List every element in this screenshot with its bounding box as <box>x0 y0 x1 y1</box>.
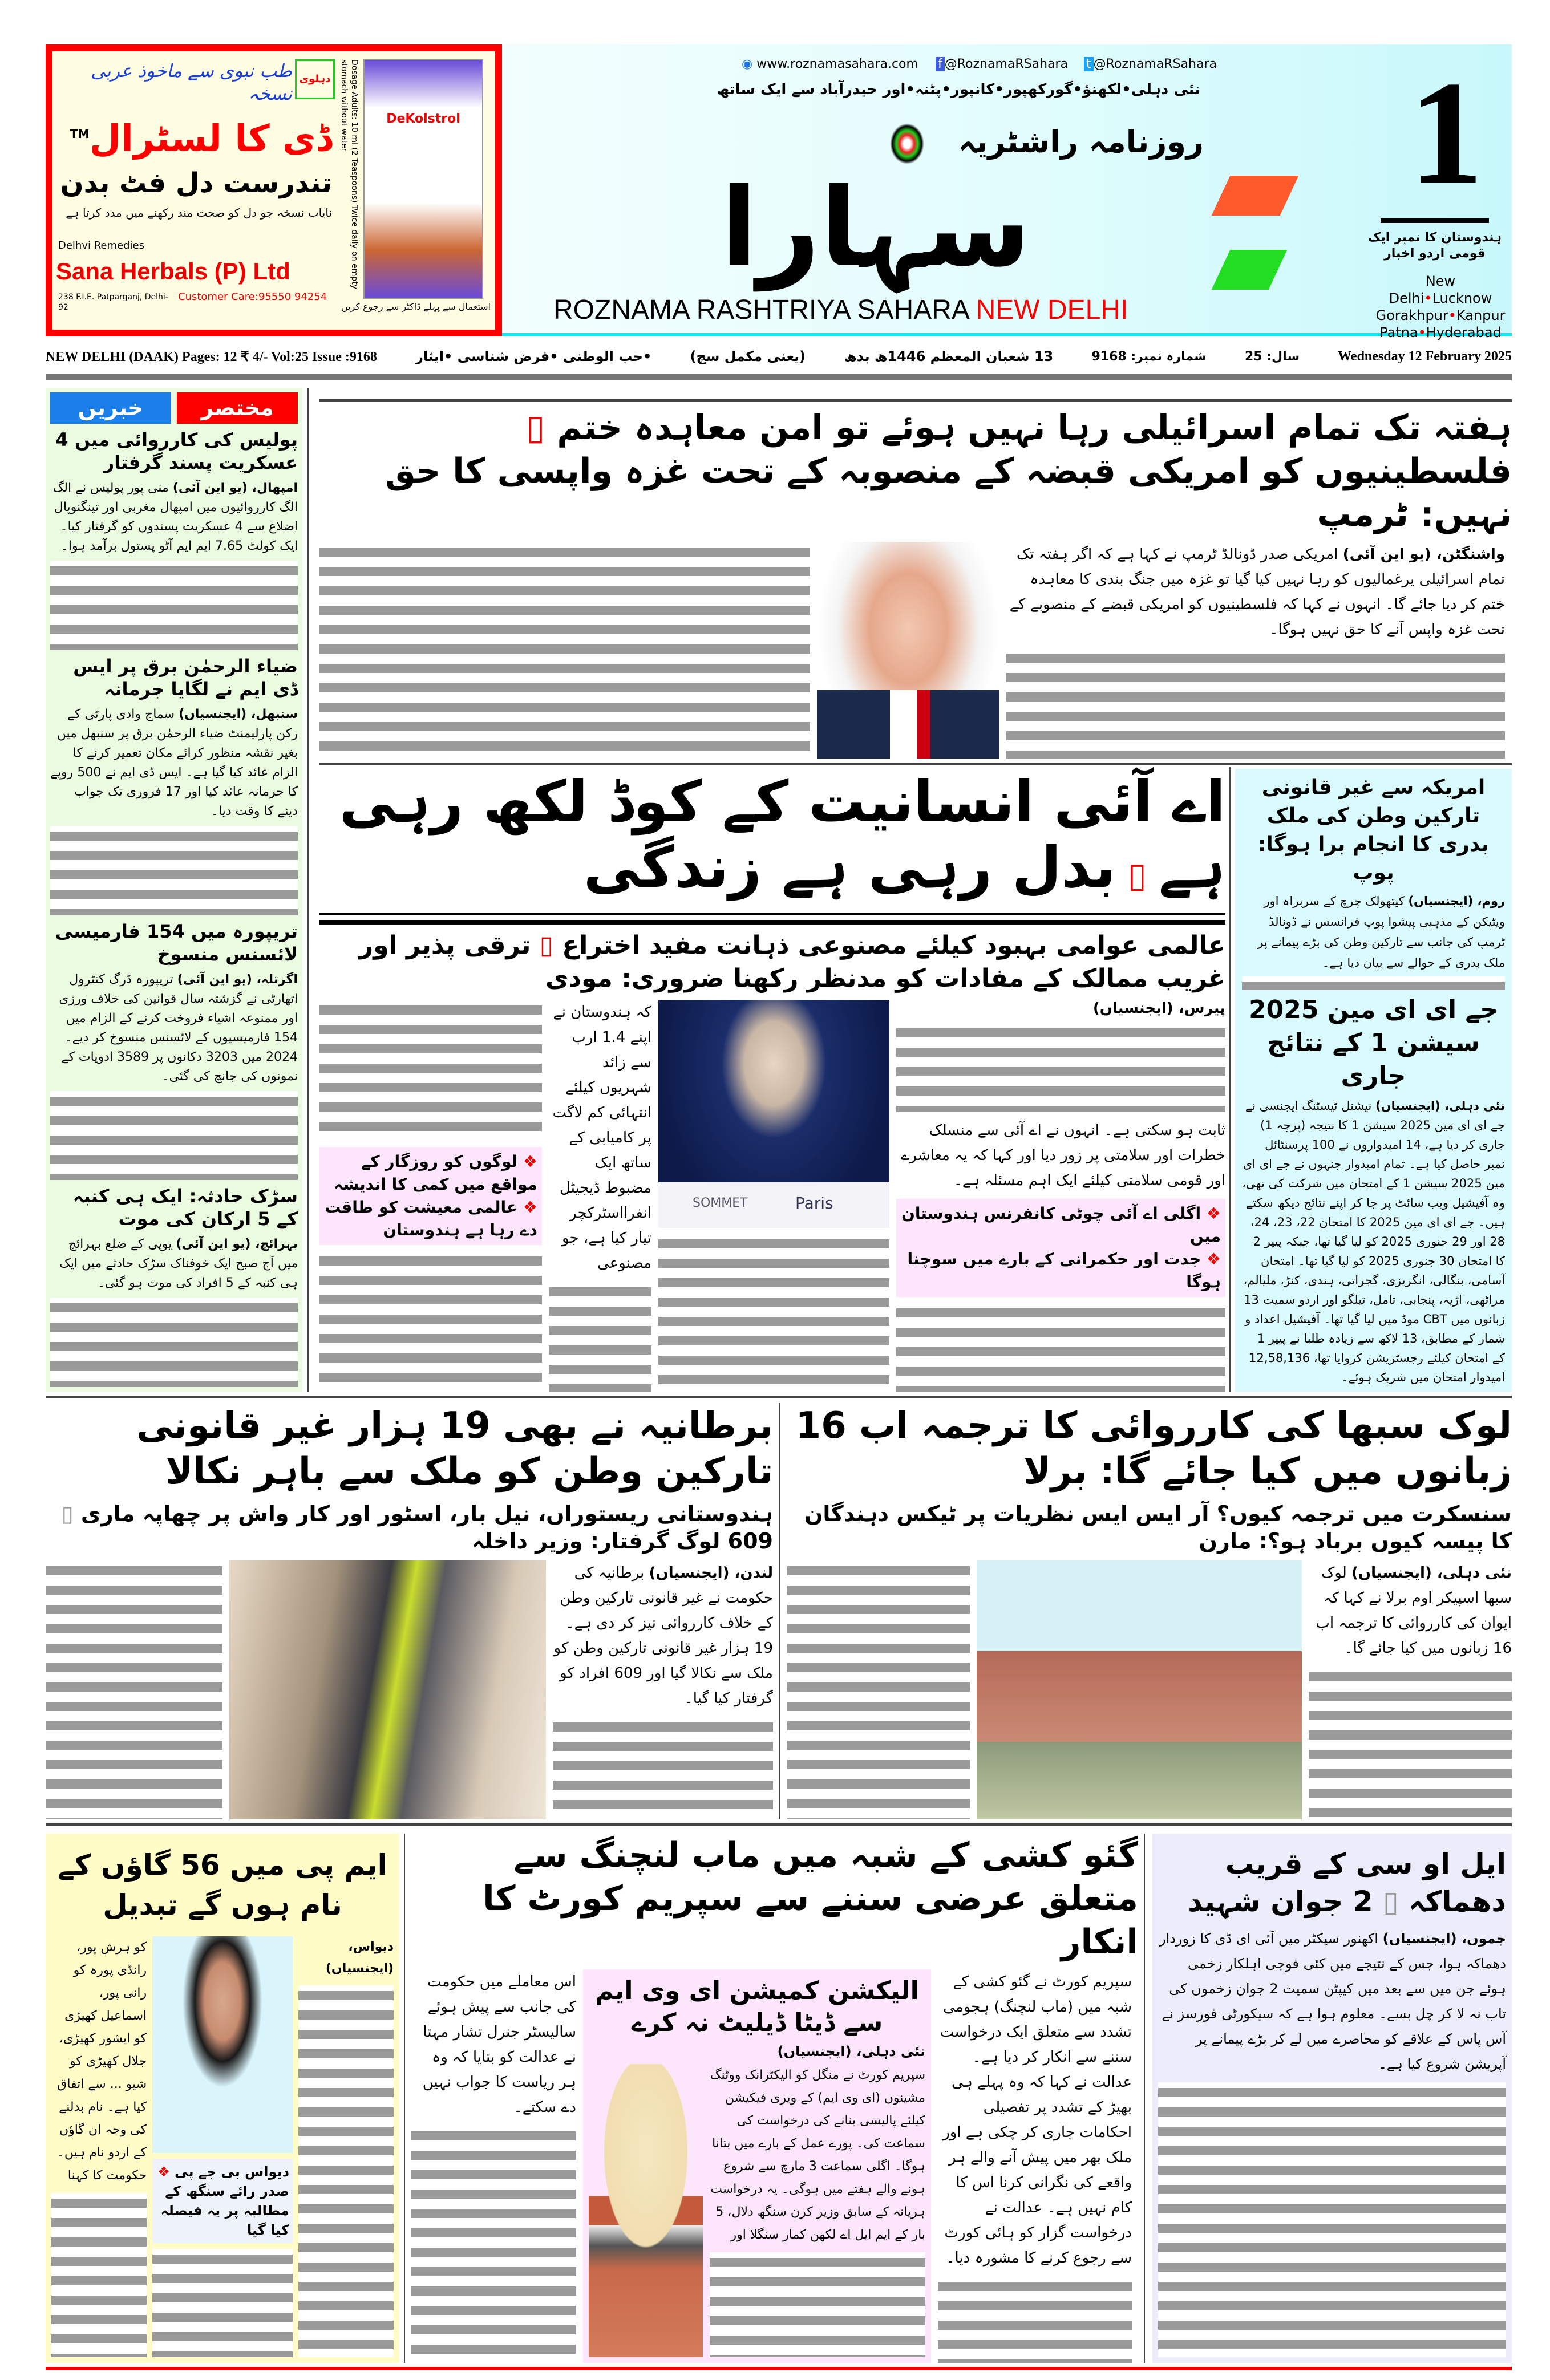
english-title-text: ROZNAMA RASHTRIYA SAHARA <box>553 295 969 325</box>
motto: •حب الوطنی •فرض شناسی •ایثار <box>415 348 652 364</box>
mp-villages-headline: ایم پی میں 56 گاؤں کے نام ہوں گے تبدیل <box>58 1848 387 1921</box>
mp-villages-text: کو ہرش پور، رانڈی پورہ کو رانی پور، اسماعیل کھیڑی کو ایشور کھیڑی، جلال کھیڑی کو شیو ... سے اتفاق کیا ہے۔ نام بدلنے کی وجہ ان گاؤں کے اردو نام ہیں۔ حکومت کا کہنا <box>57 1940 147 2183</box>
loc-box <box>1152 1834 1512 2363</box>
britain-text: برطانیہ کی حکومت نے غیر قانونی تارکین وطن کے خلاف کارروائی تیز کر دی ہے۔ 19 ہزار غیر قانونی تارکین وطن کو ملک سے نکالا گیا اور 609 افراد کو گرفتار کیا گیا۔ <box>553 1564 773 1707</box>
brief-text: منی پور پولیس نے الگ الگ کارروائیوں میں امپھال مغربی اور تینگنوپال اضلاع سے 4 عسکریت پسندوں کو گرفتار کیا۔ ایک کولٹ 7.65 ایم ایم آٹو پستول برآمد ہوا۔ <box>52 481 298 553</box>
dateline-bar <box>46 342 1512 371</box>
brief-dateline: سنبھل، (ایجنسیاں) <box>179 707 298 721</box>
text-placeholder <box>938 2276 1132 2363</box>
supreme-court-photo <box>589 2064 703 2357</box>
edition-item: Lucknow <box>1432 290 1492 306</box>
evm-headline: الیکشن کمیشن ای وی ایم سے ڈیٹا ڈیلیٹ نہ کرے <box>595 1976 919 2037</box>
sun-emblem-icon <box>890 123 924 164</box>
issue-urdu: شمارہ نمبر: 9168 <box>1091 349 1207 364</box>
lead-story <box>319 406 1512 759</box>
text-placeholder <box>710 2252 925 2357</box>
pope-body <box>1242 891 1505 973</box>
ai-sub-a: عالمی عوامی بہبود کیلئے مصنوعی ذہانت مفید اختراع <box>562 931 1225 960</box>
text-placeholder <box>51 2193 147 2357</box>
britain-raid-photo <box>229 1560 546 1819</box>
english-title <box>553 294 1128 326</box>
loksabha-story <box>787 1403 1512 1819</box>
ad-box-label: DeKolstrol <box>386 112 460 126</box>
red-box-icon: ▯ <box>531 931 562 960</box>
flag-saffron <box>1212 176 1299 216</box>
text-placeholder <box>50 561 298 650</box>
sc-body: سپریم کورٹ نے گئو کشی کے شبہ میں (ماب لنچنگ) ہجومی تشدد سے متعلق ایک درخواست سننے سے انکار کر دیا ہے۔ عدالت نے کہا کہ وہ پہلے ہی بھیڑ کے تشدد پر تفصیلی احکامات جاری کر چکی ہے اور ملک بھر میں پیش آنے والے ہر واقعے کی نگرانی کرنا اس کا کام نہیں ہے۔ عدالت نے درخواست گزار کو ہائی کورٹ سے رجوع کرنے کا مشورہ دیا۔ <box>940 1973 1132 2267</box>
jee-text: نیشنل ٹیسٹنگ ایجنسی نے جے ای ای مین 2025 سیشن 1 کا نتیجہ (پرچہ 1) جاری کر دیا ہے، 14 امیدواروں نے 100 پرسنٹائل نمبر حاصل کیا ہے۔ تمام امیدوار جنہوں نے جے ای ای مین 2025 سیشن 1 کے امتحان میں شرکت کی تھی، وہ آفیشیل ویب سائٹ پر جا کر اپنے نتائج دیکھ سکتے ہیں۔ جے ای ای مین 2025 کا امتحان 22، 23، 24، 28 اور 29 جنوری 2025 کو لیا گیا تھا، جبکہ پیپر 2 کا امتحان 30 جنوری 2025 کو لیا گیا تھا۔ امتحان آسامی، بنگالی، انگریزی، گجراتی، ہندی، کنڑ، ملیالم، مراٹھی، اڑیہ، پنجابی، تامل، تیلگو اور اردو سمیت 13 زبانوں میں CBT موڈ میں لیا گیا تھا۔ آفیشیل اعداد و شمار کے مطابق، 13 لاکھ سے زیادہ طلبا نے پیپر 1 کے امتحان کیلئے رجسٹریشن کروایا تھا، 12,58,136 امیدوار امتحان میں شریک ہوئے۔ <box>1242 1099 1505 1384</box>
ai-story <box>319 769 1225 1392</box>
ai-headline-b: بدل رہی ہے زندگی <box>583 834 1116 901</box>
photo-sign: SOMMET <box>693 1196 748 1210</box>
column-divider <box>404 1834 405 2363</box>
brief-text: سماج وادی پارٹی کے رکن پارلیمنٹ ضیاء الرحمٰن برق پر سنبھل میں بغیر نقشہ منظور کرائے مکان تعمیر کرنے کا الزام عائد کیا گیا ہے۔ ایس ڈی ایم نے 500 روپے کا جرمانہ عائد کیا اور 17 فروری تک جواب دینے کا وقت دیا۔ <box>50 707 298 818</box>
twitter-text: @RoznamaRSahara <box>1093 57 1217 71</box>
loc-text: اکھنور سیکٹر میں آئی ای ڈی کا زوردار دھماکہ ہوا، جس کے نتیجے میں کئی فوجی اہلکار زخمی ہوئے جن میں سے بعد میں کیپٹن سمیت 2 جوان زخموں کی تاب نہ لا کر چل بسے۔ معلوم ہوا ہے کہ سیکورٹی فورسز نے آس پاس کے علاقے کو محاصرے میں لے کر بڑے پیمانے پر آپریشن شروع کیا ہے۔ <box>1159 1931 1506 2072</box>
lead-headline-a: ہفتہ تک تمام اسرائیلی رہا نہیں ہوئے تو امن معاہدہ ختم <box>557 408 1512 448</box>
brief-title: پولیس کی کارروائی میں 4 عسکریت پسند گرفتار <box>55 429 298 473</box>
ad-tm: TM <box>70 127 90 141</box>
sc-story <box>411 1834 1138 2363</box>
ad-product-line <box>58 108 332 164</box>
loc-headline-a: ایل او سی کے قریب دھماکہ <box>1225 1847 1506 1918</box>
editions-list: New Delhi•Lucknow Gorakhpur•Kanpur Patna•Hyderabad <box>1375 273 1506 340</box>
advertisement[interactable] <box>46 44 502 336</box>
pope-headline: امریکہ سے غیر قانونی تارکین وطن کی ملک بدری کا انجام برا ہوگا: پوپ <box>1257 776 1490 885</box>
text-placeholder <box>896 1023 1225 1112</box>
loksabha-columns <box>787 1560 970 1819</box>
ad-dosage: Dosage Adults: 10 ml (2 Teaspoons) Twice daily on empty stomach without water <box>339 59 359 290</box>
briefs-label-blue: خبریں <box>50 392 171 424</box>
britain-subheadline <box>46 1500 773 1555</box>
ad-product-box <box>363 59 483 299</box>
twitter-link[interactable] <box>1084 57 1217 71</box>
diamond-bullet-icon: ❖ <box>1201 1203 1221 1223</box>
diamond-bullet-icon: ❖ <box>517 1197 537 1217</box>
ad-note: نایاب نسخہ جو دل کو صحت مند رکھنے میں مدد کرتا ہے <box>66 206 332 220</box>
cities-line: نئی دہلی•لکھنؤ•گورکھپور•کانپور•پٹنہ•اور حیدرآباد سے ایک ساتھ <box>716 81 1201 98</box>
red-box-icon: ▯ <box>1116 855 1159 895</box>
logo-small: روزنامہ راشٹریہ <box>958 124 1204 160</box>
brief-item <box>50 705 298 821</box>
ai-sub-b: ترقی پذیر اور غریب ممالک کے مفادات کو مدنظر رکھنا ضروری: مودی <box>358 931 1225 993</box>
loc-headline-b: 2 جوان شہید <box>1188 1885 1373 1918</box>
brief-title: تریپورہ میں 154 فارمیسی لائسنس منسوخ <box>55 920 298 965</box>
column-divider <box>779 1403 780 1819</box>
website-link[interactable] <box>742 57 918 71</box>
britain-story <box>46 1403 773 1819</box>
twitter-icon: t <box>1084 57 1094 71</box>
britain-headline: برطانیہ نے بھی 19 ہزار غیر قانونی تارکین وطن کو ملک سے باہر نکالا <box>136 1405 773 1493</box>
brief-dateline: اگرتلہ، (یو این آئی) <box>177 972 298 987</box>
briefs-label-red: مختصر <box>177 392 298 424</box>
text-placeholder <box>896 1303 1225 1392</box>
text-placeholder <box>50 1091 298 1181</box>
tagline-right: ہندوستان کا نمبر ایک قومی اردو اخبار <box>1368 230 1502 261</box>
text-placeholder <box>1006 648 1505 759</box>
highlight-text: عالمی معیشت کو طاقت دے رہا ہے ہندوستان <box>325 1197 537 1239</box>
ad-tagline: طب نبوی سے ماخوذ عربی نسخہ <box>90 60 292 104</box>
text-placeholder <box>549 1282 651 1392</box>
edition-item: Hyderabad <box>1426 325 1502 340</box>
loksabha-body <box>1309 1560 1512 1819</box>
jee-headline: جے ای ای مین 2025 سیشن 1 کے نتائج جاری <box>1249 995 1498 1090</box>
divider <box>319 763 1512 765</box>
britain-sub-a: ہندوستانی ریستوراں، نیل بار، اسٹور اور کار واش پر چھاپہ ماری <box>80 1501 773 1526</box>
brief-title: سڑک حادثہ: ایک ہی کنبہ کے 5 ارکان کی موت <box>72 1185 298 1230</box>
volume-urdu: سال: 25 <box>1244 349 1300 364</box>
jee-body <box>1242 1096 1505 1387</box>
highlight-text: لوگوں کو روزگار کے مواقع میں کمی کا اندیشہ <box>334 1152 537 1194</box>
politician-photo <box>152 1936 293 2153</box>
grey-box-icon: ▯ <box>1373 1885 1409 1918</box>
sc-text-left: اس معاملے میں حکومت کی جانب سے پیش ہوئے سالیسٹر جنرل تشار مہتا نے عدالت کو بتایا کہ وہ ہر ریاست کا جواب نہیں دے سکتے۔ <box>422 1973 576 2116</box>
text-placeholder <box>411 2126 576 2363</box>
brief-item <box>50 479 298 556</box>
text-placeholder <box>1309 1667 1512 1819</box>
text-placeholder <box>319 1251 542 1392</box>
divider <box>319 399 1512 402</box>
text-placeholder <box>50 1298 298 1387</box>
modi-photo <box>658 1000 889 1228</box>
bottom-border <box>46 2367 1512 2370</box>
facebook-text: @RoznamaRSahara <box>944 57 1069 71</box>
price-issue: NEW DELHI (DAAK) Pages: 12 ₹ 4/- Vol:25 Issue :9168 <box>46 349 377 364</box>
facebook-icon: f <box>936 57 945 71</box>
number-one-logo: 1 <box>1409 51 1483 215</box>
loksabha-dateline: نئی دہلی، (ایجنسیاں) <box>1351 1564 1512 1582</box>
brief-item <box>50 970 298 1086</box>
edition-item: New Delhi <box>1389 273 1456 306</box>
ad-maker: Delhvi Remedies <box>58 240 144 252</box>
ai-dateline: پیرس، (ایجنسیاں) <box>1092 1000 1225 1017</box>
lead-body <box>1006 542 1505 759</box>
text-placeholder <box>319 1000 542 1141</box>
facebook-link[interactable] <box>936 57 1068 71</box>
mp-highlight <box>152 2159 293 2243</box>
evm-text: سپریم کورٹ نے منگل کو الیکٹرانک ووٹنگ مشینوں (ای وی ایم) کے ویری فیکیشن کیلئے پالیسی بنانے کی درخواست کی سماعت کی۔ پورے عمل کے بارے میں بتانا ہوگا۔ اگلی سماعت 3 مارچ سے شروع ہونے والے ہفتے میں ہوگی۔ یہ درخواست ہریانہ کے سابق وزیر کرن سنگھ دلال، 5 بار کے ایم ایل اے لکھن کمار سنگلا اور <box>710 2068 925 2242</box>
column-divider <box>1144 1834 1145 2363</box>
sc-headline: گئو کشی کے شبہ میں ماب لنچنگ سے متعلق عرضی سننے سے سپریم کورٹ کا انکار <box>483 1835 1138 1962</box>
diamond-bullet-icon: ❖ <box>517 1152 537 1171</box>
lead-headline-b: فلسطینیوں کو امریکی قبضہ کے منصوبہ کے تحت غزہ واپسی کا حق نہیں: ٹرمپ <box>385 451 1512 534</box>
brief-title: ضیاء الرحمٰن برق پر ایس ڈی ایم نے لگایا جرمانہ <box>73 655 298 700</box>
motto-sub: (یعنی مکمل سچ) <box>690 348 806 364</box>
ad-care: Customer Care:95550 94254 <box>178 291 327 303</box>
loksabha-subheadline: سنسکرت میں ترجمہ کیوں؟ آر ایس ایس نظریات پر ٹیکس دہندگان کا پیسہ کیوں برباد ہو؟: مارن <box>804 1501 1512 1554</box>
sc-body-left <box>411 1969 576 2363</box>
edition-item: Gorakhpur <box>1375 307 1448 323</box>
britain-body <box>553 1560 773 1819</box>
globe-icon: ◉ <box>742 57 757 71</box>
britain-sub-b: 609 لوگ گرفتار: وزیر داخلہ <box>472 1528 773 1554</box>
diamond-bullet-icon: ❖ <box>157 2164 175 2180</box>
gregorian-date: Wednesday 12 February 2025 <box>1338 348 1512 364</box>
ad-brand-badge: دہلوی <box>295 59 335 99</box>
photo-sign: Paris <box>795 1194 833 1213</box>
edition-item: Kanpur <box>1456 307 1506 323</box>
hijri-date: 13 شعبان المعظم 1446ھ بدھ <box>844 348 1054 364</box>
lead-headline <box>319 406 1512 536</box>
text-placeholder <box>50 826 298 915</box>
double-rule <box>319 913 1225 925</box>
divider <box>46 1823 1512 1826</box>
text-placeholder <box>298 1985 394 2357</box>
highlight-text: جدت اور حکمرانی کے بارے میں سوچنا ہوگا <box>907 1249 1221 1291</box>
website-text: www.roznamasahara.com <box>756 57 918 71</box>
ad-usage: استعمال سے پہلے ڈاکٹر سے رجوع کریں <box>341 301 491 312</box>
text-placeholder <box>1242 976 1505 990</box>
grey-box-icon: ▯ <box>61 1501 81 1526</box>
lead-dateline: واشنگٹن، (یو این آئی) <box>1342 546 1505 563</box>
text-placeholder <box>553 1717 773 1819</box>
highlight-text: اگلی اے آئی چوٹی کانفرنس ہندوستان میں <box>901 1203 1221 1246</box>
ai-highlights-right <box>896 1199 1225 1297</box>
mp-dateline: دیواس، (ایجنسیاں) <box>325 1940 394 1976</box>
red-box-icon: ▯ <box>526 408 557 448</box>
column-divider <box>1229 767 1231 1392</box>
divider <box>46 1396 1512 1398</box>
text-placeholder <box>658 1234 889 1392</box>
ad-product: ڈی کا لسٹرال <box>89 117 332 160</box>
highlight-text: دیواس بی جے پی صدر رائے سنگھ کے مطالبہ پر یہ فیصلہ کیا گیا <box>160 2164 289 2238</box>
flag-green <box>1212 250 1288 290</box>
brief-text: تریپورہ ڈرگ کنٹرول اتھارٹی نے گزشتہ سال قوانین کی خلاف ورزی اور ممنوعہ اشیاء فروخت کرنے کے الزام میں 154 فارمیسیوں کے لائسنس منسوخ کر دیے۔ 2024 میں 3203 دکانوں پر 3589 ادویات کے نمونوں کی جانچ کی گئی۔ <box>59 972 298 1084</box>
ai-subheadline <box>319 929 1225 995</box>
ai-highlights-left <box>319 1147 542 1245</box>
ad-company: Sana Herbals (P) Ltd <box>56 258 290 285</box>
brief-dateline: بہرائچ، (یو این آئی) <box>176 1237 298 1252</box>
loc-body <box>1158 1926 1506 2077</box>
lead-columns <box>319 542 810 759</box>
logo-main: سہارا <box>720 165 1031 291</box>
britain-dateline: لندن، (ایجنسیاں) <box>649 1564 773 1582</box>
diamond-bullet-icon: ❖ <box>1201 1249 1221 1268</box>
ai-quote-right: ثابت ہو سکتی ہے۔ انہوں نے اے آئی سے منسلک خطرات اور سلامتی پر زور دیا اور کہا کہ یہ معاشرے اور قومی سلامتی کیلئے ایک اہم مسئلہ ہے۔ <box>901 1121 1225 1189</box>
sidebar-box <box>1235 769 1512 1392</box>
divider <box>46 374 1512 380</box>
loksabha-text: لوک سبھا اسپیکر اوم برلا نے کہا کہ ایوان کی کارروائی کا ترجمہ اب 16 زبانوں میں کیا جائے گا۔ <box>1316 1564 1512 1657</box>
masthead <box>46 44 1512 340</box>
text-placeholder <box>1158 2082 1506 2357</box>
ai-headline <box>319 769 1225 909</box>
ad-address: 238 F.I.E. Patparganj, Delhi-92 <box>58 293 168 312</box>
brief-item <box>50 1235 298 1293</box>
brief-dateline: امپھال، (یو این آئی) <box>172 481 298 495</box>
briefs-column <box>46 388 302 1392</box>
column-divider <box>307 388 309 1392</box>
evm-box <box>583 1969 931 2363</box>
parliament-photo <box>977 1560 1302 1819</box>
evm-dateline: نئی دہلی، (ایجنسیاں) <box>777 2044 925 2059</box>
trump-photo <box>817 542 999 759</box>
jee-dateline: نئی دہلی، (ایجنسیاں) <box>1375 1099 1505 1113</box>
loc-headline <box>1158 1839 1506 1920</box>
loc-dateline: جموں، (ایجنسیاں) <box>1382 1931 1506 1947</box>
text-placeholder <box>152 2249 293 2357</box>
number-one-underline <box>1381 218 1489 223</box>
loksabha-headline: لوک سبھا کی کارروائی کا ترجمہ اب 16 زبانوں میں کیا جائے گا: برلا <box>795 1405 1512 1493</box>
brief-text: یوپی کے ضلع بہرائچ میں آج صبح ایک خوفناک سڑک حادثے میں ایک ہی کنبہ کے 5 افراد کی موت ہو گئی۔ <box>59 1237 298 1291</box>
edition-text: NEW DELHI <box>976 295 1128 325</box>
mp-villages-box <box>46 1834 399 2363</box>
pope-text: کیتھولک چرچ کے سربراہ اور ویٹیکن کے مذہبی پیشوا پوپ فرانسس نے ڈونالڈ ٹرمپ کی جانب سے تارکین وطن کی بڑے پیمانے پر ملک بدری کے حوالے سے بیان دیا ہے۔ <box>1257 894 1505 970</box>
ai-quote-mid: کہ ہندوستان نے اپنے 1.4 ارب سے زائد شہریوں کیلئے انتہائی کم لاگت پر کامیابی کے ساتھ ایک مضبوط ڈیجیٹل انفرااسٹرکچر تیار کیا ہے، جو مصنوعی <box>552 1004 651 1272</box>
lead-text: امریکی صدر ڈونالڈ ٹرمپ نے کہا ہے کہ اگر ہفتہ تک تمام اسرائیلی یرغمالیوں کو رہا نہیں کیا گیا تو غزہ میں جنگ بندی کا معاہدہ ختم کر دیا جائے گا۔ انہوں نے کہا کہ فلسطینیوں کو امریکی قبضے کے منصوبے کے تحت غزہ واپس آنے کا حق نہیں ہوگا۔ <box>1009 546 1505 638</box>
ad-slogan: تندرست دل فٹ بدن <box>60 167 332 199</box>
pope-dateline: روم، (ایجنسیاں) <box>1408 894 1505 908</box>
edition-item: Patna <box>1379 325 1418 340</box>
ai-headline-a: اے آئی انسانیت کے کوڈ لکھ رہی ہے <box>339 768 1225 901</box>
britain-columns <box>46 1560 222 1819</box>
